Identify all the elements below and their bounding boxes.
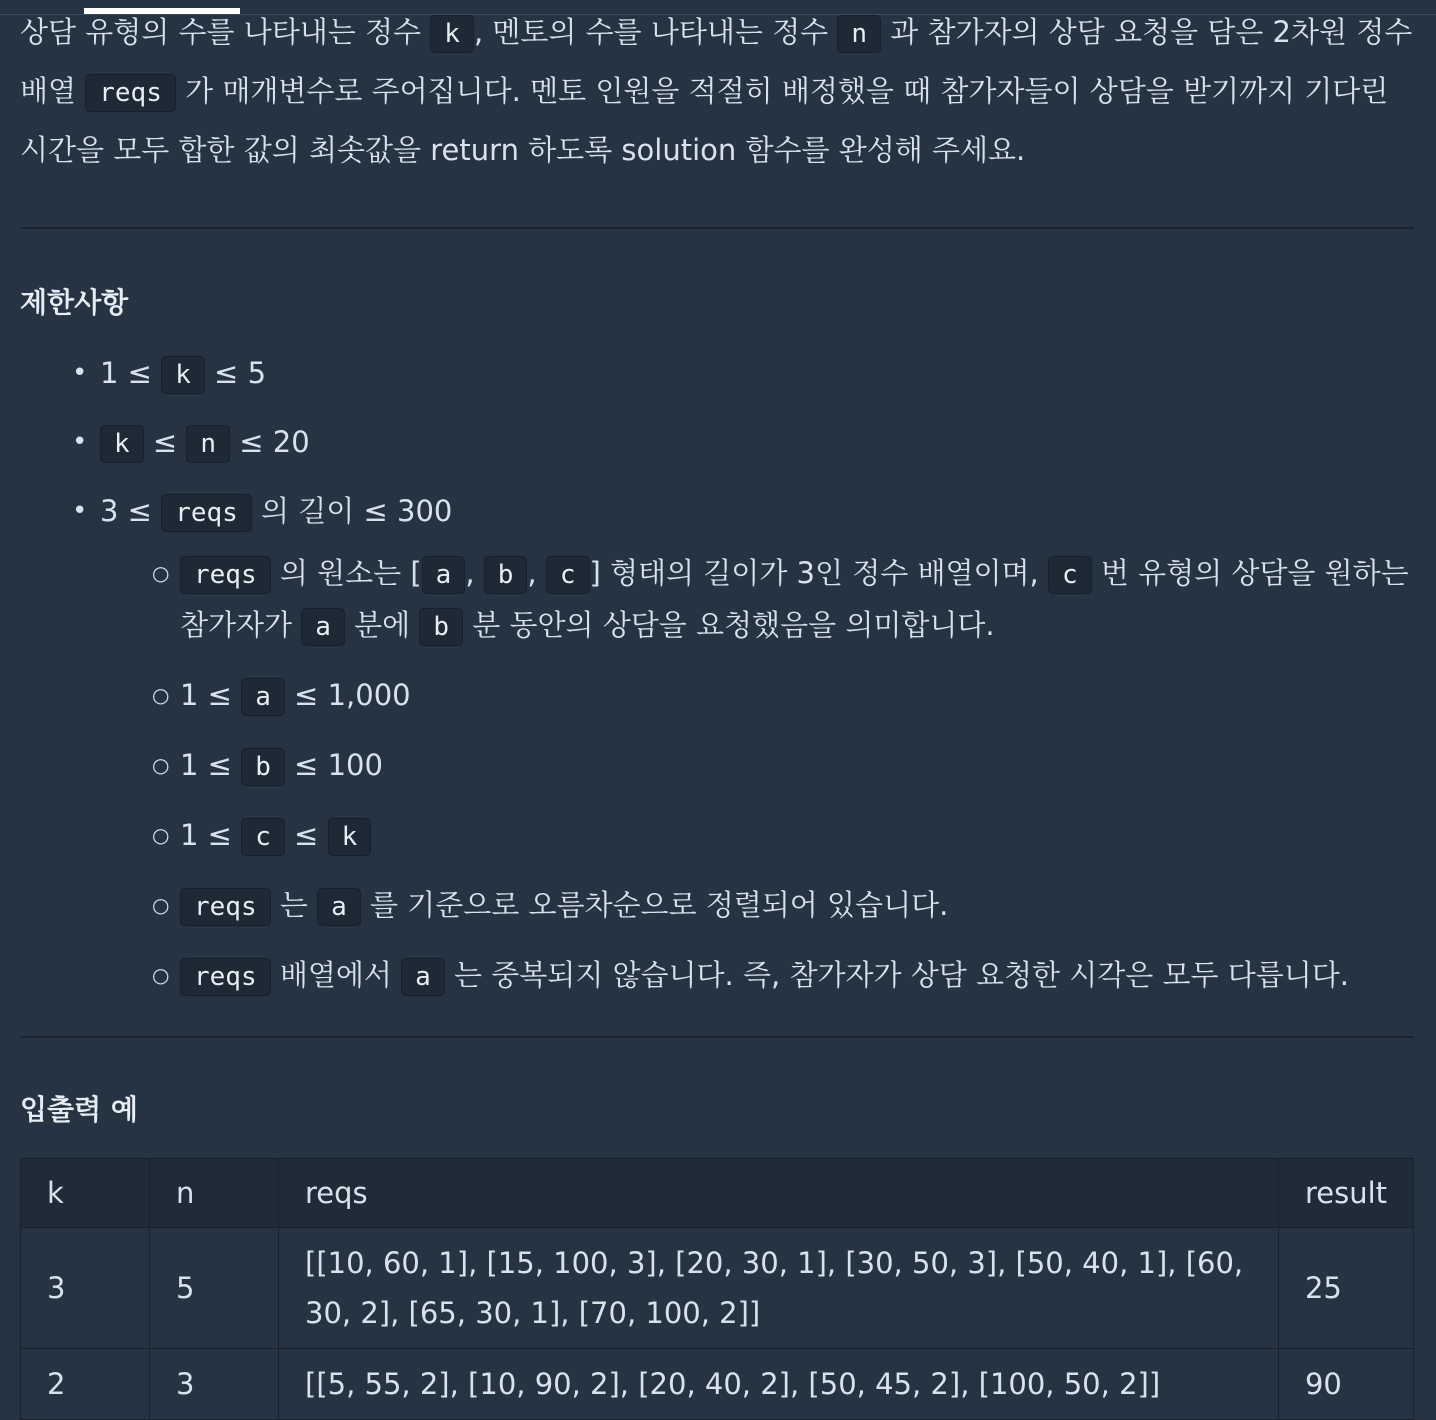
inline-code: reqs bbox=[180, 958, 271, 996]
constraints-list bbox=[20, 349, 1414, 1002]
constraint-text: , bbox=[465, 556, 484, 590]
cell-reqs: [[5, 55, 2], [10, 90, 2], [20, 40, 2], [50, 45, 2], [100, 50, 2]] bbox=[279, 1349, 1279, 1420]
table-row bbox=[21, 1228, 1414, 1349]
inline-code: a bbox=[301, 608, 345, 646]
intro-paragraph bbox=[20, 0, 1414, 179]
inline-code: reqs bbox=[85, 74, 176, 112]
intro-text: 가 매개변수로 주어집니다. 멘토 인원을 적절히 배정했을 때 참가자들이 상담을 받기까지 기다린 시간을 모두 합한 값의 최솟값을 return 하도록 solution 함수를 완성해 주세요. bbox=[20, 74, 1389, 167]
inline-code: a bbox=[401, 958, 445, 996]
constraint-text: ≤ 1,000 bbox=[284, 678, 411, 712]
io-example-table bbox=[20, 1158, 1414, 1420]
constraint-text: 1 ≤ bbox=[180, 678, 242, 712]
inline-code: a bbox=[241, 678, 285, 716]
sub-constraint-item bbox=[152, 950, 1414, 1002]
inline-code: reqs bbox=[180, 556, 271, 594]
inline-code: k bbox=[100, 425, 144, 463]
inline-code: n bbox=[837, 15, 881, 53]
inline-code: b bbox=[419, 608, 463, 646]
column-header-result: result bbox=[1278, 1159, 1413, 1228]
constraint-text: ≤ 20 bbox=[230, 425, 310, 459]
intro-text: 과 참가자의 상담 요청을 담은 2차원 정수 배열 bbox=[20, 15, 1413, 108]
constraint-text: 의 원소는 [ bbox=[270, 556, 422, 590]
inline-code: n bbox=[186, 425, 230, 463]
cell-n: 3 bbox=[150, 1349, 279, 1420]
constraint-text: 의 길이 ≤ 300 bbox=[251, 494, 453, 528]
intro-text: 상담 유형의 수를 나타내는 정수 bbox=[20, 15, 431, 49]
inline-code: reqs bbox=[180, 888, 271, 926]
column-header-n: n bbox=[150, 1159, 279, 1228]
inline-code: a bbox=[317, 888, 361, 926]
sub-constraint-item bbox=[152, 740, 1414, 792]
column-header-reqs: reqs bbox=[279, 1159, 1279, 1228]
constraint-text: 3 ≤ bbox=[100, 494, 162, 528]
constraint-text: ≤ 100 bbox=[284, 748, 383, 782]
cell-n: 5 bbox=[150, 1228, 279, 1349]
inline-code: c bbox=[241, 818, 285, 856]
cell-k: 2 bbox=[21, 1349, 150, 1420]
constraint-text: ≤ bbox=[143, 425, 187, 459]
inline-code: c bbox=[1048, 556, 1092, 594]
inline-code: c bbox=[546, 556, 590, 594]
constraint-text: 분 동안의 상담을 요청했음을 의미합니다. bbox=[463, 608, 995, 642]
constraint-text: 1 ≤ bbox=[180, 818, 242, 852]
inline-code: k bbox=[430, 15, 474, 53]
sub-constraints-list bbox=[100, 548, 1414, 1002]
constraint-text: 번 유형의 상담을 원하는 참가자가 bbox=[180, 556, 1409, 642]
table-row bbox=[21, 1349, 1414, 1420]
inline-code: b bbox=[241, 748, 285, 786]
intro-text: , 멘토의 수를 나타내는 정수 bbox=[473, 15, 838, 49]
problem-description bbox=[20, 0, 1414, 1420]
constraint-item bbox=[72, 487, 1414, 1002]
sub-constraint-item bbox=[152, 670, 1414, 722]
constraint-text: ≤ 5 bbox=[204, 356, 267, 390]
constraint-text: 1 ≤ bbox=[100, 356, 162, 390]
inline-code: reqs bbox=[161, 494, 252, 532]
cell-result: 90 bbox=[1278, 1349, 1413, 1420]
inline-code: k bbox=[328, 818, 372, 856]
constraint-text: 는 중복되지 않습니다. 즉, 참가자가 상담 요청한 시각은 모두 다릅니다. bbox=[444, 958, 1350, 992]
constraint-item bbox=[72, 349, 1414, 400]
constraint-text: , bbox=[527, 556, 546, 590]
inline-code: a bbox=[422, 556, 466, 594]
section-divider bbox=[20, 1036, 1414, 1038]
cell-result: 25 bbox=[1278, 1228, 1413, 1349]
cell-reqs: [[10, 60, 1], [15, 100, 3], [20, 30, 1], [30, 50, 3], [50, 40, 1], [60, 30, 2], [65, 30, 1], [70, 100, 2]] bbox=[279, 1228, 1279, 1349]
constraint-text: ≤ bbox=[284, 818, 328, 852]
table-header-row bbox=[21, 1159, 1414, 1228]
constraint-text: 를 기준으로 오름차순으로 정렬되어 있습니다. bbox=[360, 888, 949, 922]
sub-constraint-item bbox=[152, 880, 1414, 932]
constraint-item bbox=[72, 418, 1414, 469]
section-divider bbox=[20, 227, 1414, 229]
inline-code: k bbox=[161, 356, 205, 394]
inline-code: b bbox=[484, 556, 528, 594]
sub-constraint-item bbox=[152, 548, 1414, 652]
constraint-text: 배열에서 bbox=[270, 958, 402, 992]
constraint-text: 는 bbox=[270, 888, 318, 922]
constraint-text: 분에 bbox=[344, 608, 420, 642]
constraints-heading: 제한사항 bbox=[20, 286, 129, 319]
constraint-text: 1 ≤ bbox=[180, 748, 242, 782]
sub-constraint-item bbox=[152, 810, 1414, 862]
cell-k: 3 bbox=[21, 1228, 150, 1349]
column-header-k: k bbox=[21, 1159, 150, 1228]
io-example-heading: 입출력 예 bbox=[20, 1093, 138, 1126]
constraint-text: ] 형태의 길이가 3인 정수 배열이며, bbox=[589, 556, 1048, 590]
